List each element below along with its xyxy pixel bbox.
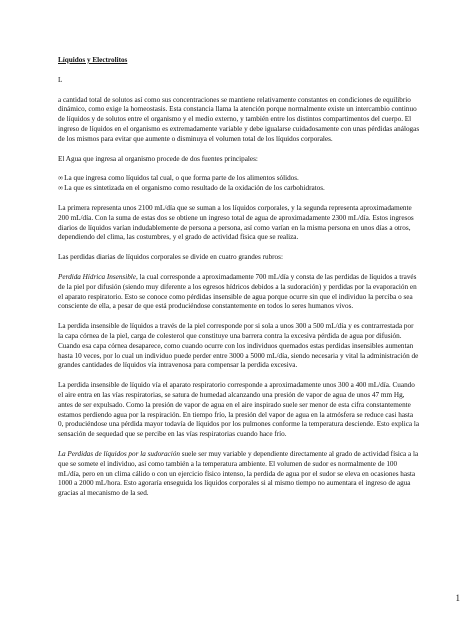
bullet-icon: ∞	[58, 174, 64, 183]
bullet-text: La que es sintetizada en el organismo como resultado de la oxidación de los carbohidratos.	[64, 184, 325, 193]
document-body	[58, 56, 420, 509]
list-item	[58, 174, 420, 184]
drop-letter: L	[58, 75, 63, 84]
bullet-list	[58, 174, 420, 194]
page-number: 1	[455, 593, 460, 603]
paragraph-water-sources: El Agua que ingresa al organismo procede de dos fuentes principales:	[58, 154, 258, 163]
paragraph-skin-loss: La perdida insensible de líquidos a través de la piel corresponde por si sola a unos 300 a 500 mL/día y es contrarrestada por la capa córnea de la piel, carga de colesterol que constituye una barrera contra la excesiva pérdida de agua por difusión. Cuando esa capa córnea desaparece, como cuando ocurre con los individuos quemados estas perdidas insensibles aumentan hasta 10 veces, por lo cual un individuo puede perder entre 3000 a 5000 mL/día, siendo necesaria y vital la administración de grandes cantidades de líquidos vía intravenosa para compensar la perdida excesiva.	[58, 322, 419, 370]
paragraph-intro: a cantidad total de solutos así como sus concentraciones se mantiene relativamente constantes en condiciones de equilibrio dinámico, como exige la homeostasis. Esta constancia llama la atención porque normalmente existe un intercambio continuo de líquidos y de solutos entre el organismo y el medio externo, y también entre los distintos compartimentos del cuerpo. El ingreso de líquidos en el organismo es extremadamente variable y debe igualarse cuidadosamente con unas pérdidas análogas de los mismos para evitar que aumente o disminuya el volumen total de los líquidos corporales.	[58, 95, 420, 143]
term-sweat-loss: La Perdidas de líquidos por la sudoración	[58, 449, 180, 458]
paragraph-sweat-loss	[58, 450, 420, 499]
term-insensible-loss: Perdida Hídrica Insensible	[58, 272, 136, 281]
paragraph-losses-intro: Las perdidas diarias de líquidos corporales se divide en cuatro grandes rubros:	[58, 253, 283, 262]
paragraph-insensible-loss-text: , la cual corresponde a aproximadamente 700 mL/día y consta de las perdidas de líquidos a través de la piel por difusión (siendo muy diferente a los egresos hídricos debidos a la sudoración) y perdidas por la evaporación en el aparato respiratorio. Esto se conoce como pérdidas insensible de agua porque ocurre sin que el individuo la perciba o sea consciente de ella, a pesar de que está produciéndose constantemente en todos lo seres humanos vivos.	[58, 272, 417, 311]
bullet-icon: ∞	[58, 184, 64, 193]
document-title: Líquidos y Electrolitos	[58, 56, 128, 64]
paragraph-respiratory-loss: La perdida insensible de líquido vía el aparato respiratorio corresponde a aproximadamente unos 300 a 400 mL/día. Cuando el aire entra en las vías respiratorias, se satura de humedad alcanzando una presión de vapor de agua de unos 47 mm Hg, antes de ser expulsado. Como la presión de vapor de agua en el aire inspirado suele ser menor de esta cifra constantemente estamos perdiendo agua por la respiración. En tiempo frío, la presión del vapor de agua en la atmósfera se reduce casi hasta 0, produciéndose una pérdida mayor todavía de líquidos por los pulmones conforme la temperatura desciende. Esto explica la sensación de sequedad que se percibe en las vías respiratorias cuando hace frío.	[58, 381, 420, 439]
list-item	[58, 184, 420, 194]
paragraph-sweat-loss-text: suele ser muy variable y dependiente directamente al grado de actividad física a la que se somete el individuo, así como también a la temperatura ambiente. El volumen de sudor es normalmente de 100 mL/día, pero en un clima cálido o con un ejercicio físico intenso, la perdida de agua por el sudor se eleva en ocasiones hasta 1000 a 2000 mL/hora. Esto agoraría enseguida los líquidos corporales si al mismo tiempo no aumentara el ingreso de agua gracias al mecanismo de la sed.	[58, 449, 419, 498]
paragraph-insensible-loss	[58, 273, 420, 312]
bullet-text: La que ingresa como líquidos tal cual, o que forma parte de los alimentos sólidos.	[64, 174, 299, 183]
paragraph-intake-totals: La primera representa unos 2100 mL/día que se suman a los líquidos corporales, y la segunda representa aproximadamente 200 mL/día. Con la suma de estas dos se obtiene un ingreso total de agua de aproximadamente 2300 mL/día. Estos ingresos diarios de líquidos varían indudablemente de persona a persona, así como varían en la misma persona en unos días a otros, dependiendo del clima, las costumbres, y el grado de actividad física que se realiza.	[58, 203, 414, 242]
